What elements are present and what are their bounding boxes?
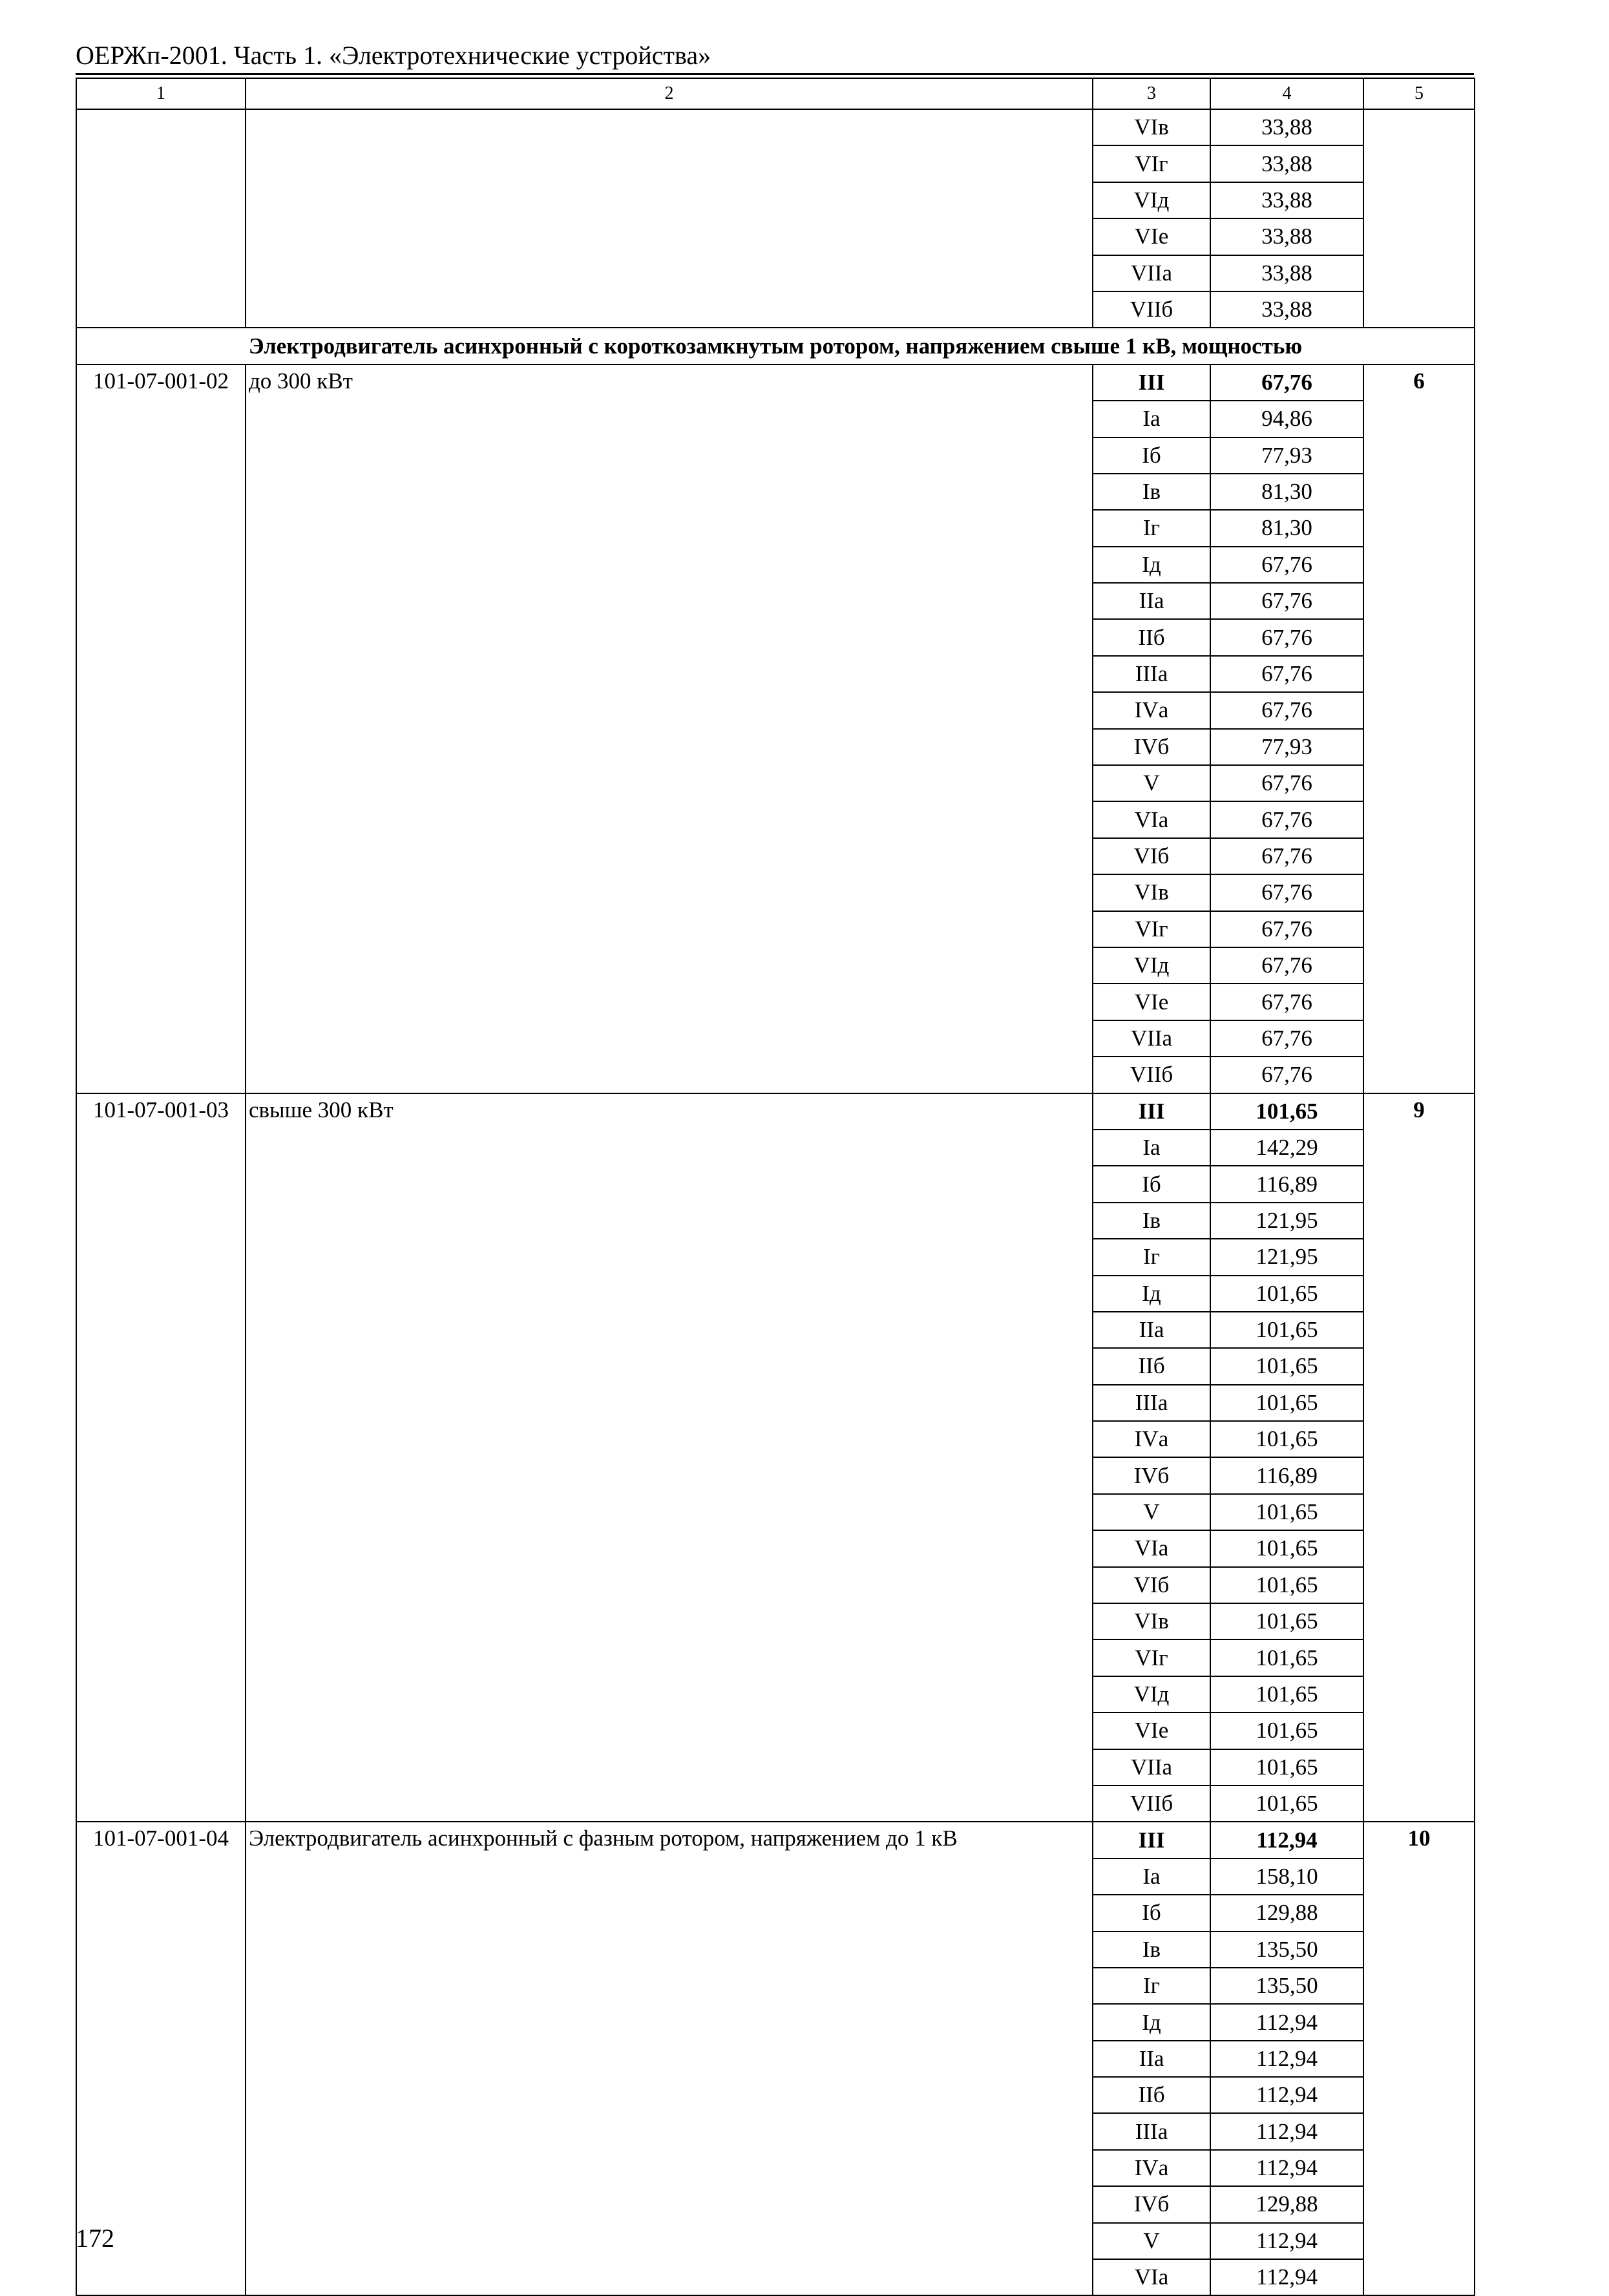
table-row	[76, 1093, 1475, 1130]
table-row	[76, 364, 1475, 401]
value-cell: 101,65	[1210, 1676, 1363, 1712]
col5-cell: 10	[1363, 1822, 1475, 2295]
value-cell: 33,88	[1210, 291, 1363, 328]
value-cell: 67,76	[1210, 547, 1363, 583]
zone-cell: VIе	[1093, 218, 1210, 255]
page-number: 172	[76, 2224, 114, 2253]
value-cell: 101,65	[1210, 1567, 1363, 1603]
zone-cell: Iа	[1093, 1859, 1210, 1895]
zone-cell: Iд	[1093, 1276, 1210, 1312]
value-cell: 112,94	[1210, 1822, 1363, 1858]
value-cell: 135,50	[1210, 1932, 1363, 1968]
value-cell: 112,94	[1210, 2041, 1363, 2077]
zone-cell: Iг	[1093, 1968, 1210, 2004]
value-cell: 135,50	[1210, 1968, 1363, 2004]
zone-cell: Iд	[1093, 2004, 1210, 2040]
zone-cell: IVа	[1093, 692, 1210, 728]
zone-cell: Iб	[1093, 437, 1210, 474]
zone-cell: Iв	[1093, 1203, 1210, 1239]
zone-cell: VIIб	[1093, 1785, 1210, 1822]
zone-cell: Iг	[1093, 510, 1210, 546]
value-cell: 112,94	[1210, 2077, 1363, 2113]
value-cell: 101,65	[1210, 1348, 1363, 1384]
zone-cell: IIIа	[1093, 2113, 1210, 2149]
section-heading: Электродвигатель асинхронный с короткозамкнутым ротором, напряжением свыше 1 кВ, мощностью	[76, 328, 1475, 364]
value-cell: 67,76	[1210, 765, 1363, 801]
col5-cell: 9	[1363, 1093, 1475, 1822]
value-cell: 67,76	[1210, 619, 1363, 655]
zone-cell: VIв	[1093, 109, 1210, 145]
value-cell: 81,30	[1210, 474, 1363, 510]
value-cell: 101,65	[1210, 1312, 1363, 1348]
zone-cell: IIб	[1093, 1348, 1210, 1384]
col5-cell: 6	[1363, 364, 1475, 1093]
zone-cell: VIд	[1093, 1676, 1210, 1712]
value-cell: 101,65	[1210, 1093, 1363, 1130]
code-cell: 101-07-001-04	[76, 1822, 246, 2295]
zone-cell: VIа	[1093, 1530, 1210, 1566]
value-cell: 101,65	[1210, 1494, 1363, 1530]
zone-cell: IIб	[1093, 619, 1210, 655]
code-cell	[76, 109, 246, 328]
zone-cell: VIд	[1093, 947, 1210, 984]
rates-table	[76, 78, 1475, 2296]
value-cell: 33,88	[1210, 255, 1363, 291]
value-cell: 67,76	[1210, 1057, 1363, 1093]
zone-cell: III	[1093, 364, 1210, 401]
zone-cell: III	[1093, 1093, 1210, 1130]
column-number-row	[76, 78, 1475, 109]
zone-cell: IVа	[1093, 1421, 1210, 1457]
rates-table-body	[76, 78, 1475, 2295]
value-cell: 67,76	[1210, 801, 1363, 837]
zone-cell: Iа	[1093, 1130, 1210, 1166]
zone-cell: III	[1093, 1822, 1210, 1858]
value-cell: 116,89	[1210, 1166, 1363, 1202]
zone-cell: VIIб	[1093, 1057, 1210, 1093]
value-cell: 112,94	[1210, 2004, 1363, 2040]
page-header-title: ОЕРЖп-2001. Часть 1. «Электротехнические устройства»	[76, 41, 711, 70]
zone-cell: Iв	[1093, 1932, 1210, 1968]
value-cell: 67,76	[1210, 838, 1363, 874]
value-cell: 101,65	[1210, 1276, 1363, 1312]
zone-cell: V	[1093, 765, 1210, 801]
value-cell: 67,76	[1210, 874, 1363, 911]
column-number: 1	[76, 78, 246, 109]
zone-cell: VIв	[1093, 874, 1210, 911]
value-cell: 129,88	[1210, 2186, 1363, 2222]
value-cell: 112,94	[1210, 2259, 1363, 2295]
value-cell: 112,94	[1210, 2223, 1363, 2259]
name-cell: свыше 300 кВт	[246, 1093, 1093, 1822]
column-number: 3	[1093, 78, 1210, 109]
value-cell: 67,76	[1210, 692, 1363, 728]
table-row	[76, 109, 1475, 145]
col5-cell	[1363, 109, 1475, 328]
zone-cell: Iг	[1093, 1239, 1210, 1275]
value-cell: 67,76	[1210, 364, 1363, 401]
value-cell: 158,10	[1210, 1859, 1363, 1895]
value-cell: 101,65	[1210, 1385, 1363, 1421]
zone-cell: IVа	[1093, 2150, 1210, 2186]
zone-cell: IIа	[1093, 2041, 1210, 2077]
value-cell: 77,93	[1210, 729, 1363, 765]
value-cell: 101,65	[1210, 1785, 1363, 1822]
zone-cell: IIIа	[1093, 1385, 1210, 1421]
zone-cell: VIIа	[1093, 1749, 1210, 1785]
value-cell: 101,65	[1210, 1530, 1363, 1566]
zone-cell: VIа	[1093, 2259, 1210, 2295]
value-cell: 33,88	[1210, 182, 1363, 218]
zone-cell: VIд	[1093, 182, 1210, 218]
zone-cell: IVб	[1093, 1457, 1210, 1493]
zone-cell: Iб	[1093, 1166, 1210, 1202]
section-heading-row	[76, 328, 1475, 364]
zone-cell: Iв	[1093, 474, 1210, 510]
value-cell: 112,94	[1210, 2150, 1363, 2186]
name-cell: до 300 кВт	[246, 364, 1093, 1093]
code-cell: 101-07-001-02	[76, 364, 246, 1093]
value-cell: 67,76	[1210, 984, 1363, 1020]
zone-cell: VIе	[1093, 984, 1210, 1020]
value-cell: 101,65	[1210, 1639, 1363, 1676]
table-row	[76, 1822, 1475, 1858]
zone-cell: V	[1093, 2223, 1210, 2259]
value-cell: 112,94	[1210, 2113, 1363, 2149]
header-divider	[76, 73, 1474, 75]
zone-cell: VIб	[1093, 1567, 1210, 1603]
value-cell: 67,76	[1210, 583, 1363, 619]
zone-cell: VIг	[1093, 145, 1210, 182]
value-cell: 101,65	[1210, 1749, 1363, 1785]
value-cell: 67,76	[1210, 1020, 1363, 1057]
zone-cell: Iб	[1093, 1895, 1210, 1931]
zone-cell: VIIа	[1093, 255, 1210, 291]
value-cell: 81,30	[1210, 510, 1363, 546]
name-cell: Электродвигатель асинхронный с фазным ротором, напряжением до 1 кВ	[246, 1822, 1093, 2295]
value-cell: 67,76	[1210, 656, 1363, 692]
value-cell: 129,88	[1210, 1895, 1363, 1931]
zone-cell: Iд	[1093, 547, 1210, 583]
zone-cell: IIIа	[1093, 656, 1210, 692]
value-cell: 67,76	[1210, 911, 1363, 947]
column-number: 4	[1210, 78, 1363, 109]
zone-cell: VIб	[1093, 838, 1210, 874]
value-cell: 101,65	[1210, 1712, 1363, 1749]
value-cell: 116,89	[1210, 1457, 1363, 1493]
value-cell: 33,88	[1210, 218, 1363, 255]
zone-cell: IIа	[1093, 583, 1210, 619]
zone-cell: V	[1093, 1494, 1210, 1530]
column-number: 5	[1363, 78, 1475, 109]
name-cell	[246, 109, 1093, 328]
value-cell: 33,88	[1210, 145, 1363, 182]
value-cell: 142,29	[1210, 1130, 1363, 1166]
code-cell: 101-07-001-03	[76, 1093, 246, 1822]
zone-cell: VIа	[1093, 801, 1210, 837]
zone-cell: VIе	[1093, 1712, 1210, 1749]
value-cell: 67,76	[1210, 947, 1363, 984]
zone-cell: IIб	[1093, 2077, 1210, 2113]
zone-cell: VIIа	[1093, 1020, 1210, 1057]
column-number: 2	[246, 78, 1093, 109]
zone-cell: Iа	[1093, 401, 1210, 437]
zone-cell: IVб	[1093, 2186, 1210, 2222]
zone-cell: VIг	[1093, 911, 1210, 947]
zone-cell: VIIб	[1093, 291, 1210, 328]
zone-cell: IIа	[1093, 1312, 1210, 1348]
zone-cell: IVб	[1093, 729, 1210, 765]
value-cell: 77,93	[1210, 437, 1363, 474]
zone-cell: VIв	[1093, 1603, 1210, 1639]
value-cell: 101,65	[1210, 1421, 1363, 1457]
zone-cell: VIг	[1093, 1639, 1210, 1676]
value-cell: 121,95	[1210, 1203, 1363, 1239]
value-cell: 94,86	[1210, 401, 1363, 437]
value-cell: 33,88	[1210, 109, 1363, 145]
value-cell: 101,65	[1210, 1603, 1363, 1639]
value-cell: 121,95	[1210, 1239, 1363, 1275]
